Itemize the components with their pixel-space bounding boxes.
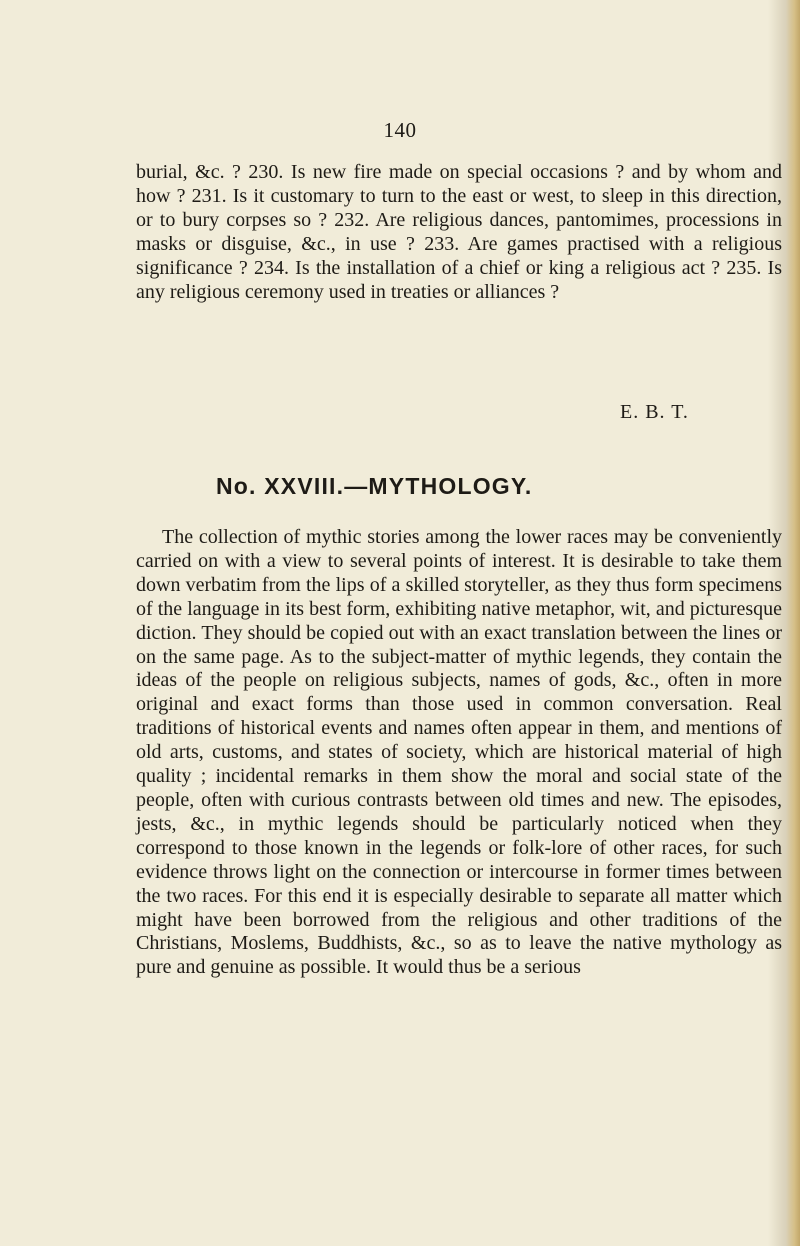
page-edge-shadow — [786, 0, 800, 1246]
section-heading: No. XXVIII.—MYTHOLOGY. — [216, 473, 533, 499]
author-signature: E. B. T. — [620, 401, 689, 423]
page-number: 140 — [383, 118, 417, 142]
questions-paragraph: burial, &c. ? 230. Is new fire made on special occasions ? and by whom and how ? 231. Is it customary to turn to the east or west, to sleep in this direction, or to bury corpses so ? 232. Are religious dances, pantomimes, processions in masks or disguise, &c., in use ? 233. Are games practised with a religious significance ? 234. Is the installation of a chief or king a religious act ? 235. Is any religious ceremony used in treaties or alliances ? — [136, 161, 782, 303]
body-paragraph: The collection of mythic stories among the lower races may be conveniently carried on with a view to several points of interest. It is desirable to take them down verbatim from the lips of a skilled storyteller, as they thus form specimens of the language in its best form, exhibiting native metaphor, wit, and picturesque diction. They should be copied out with an exact translation between the lines or on the same page. As to the subject-matter of mythic legends, they contain the ideas of the people on religious subjects, names of gods, &c., often in more original and exact forms than those used in common conversation. Real traditions of historical events and names often appear in them, and mentions of old arts, customs, and states of society, which are historical material of high quality ; incidental remarks in them show the moral and social state of the people, often with curious contrasts between old times and new. The episodes, jests, &c., in mythic legends should be particularly noticed when they correspond to those known in the legends or folk-lore of other races, for such evidence throws light on the connection or intercourse in former times between the two races. For this end it is especially desirable to separate all matter which might have been borrowed from the religious and other traditions of the Christians, Moslems, Buddhists, &c., so as to leave the native mythology as pure and genuine as possible. It would thus be a serious — [136, 526, 782, 979]
